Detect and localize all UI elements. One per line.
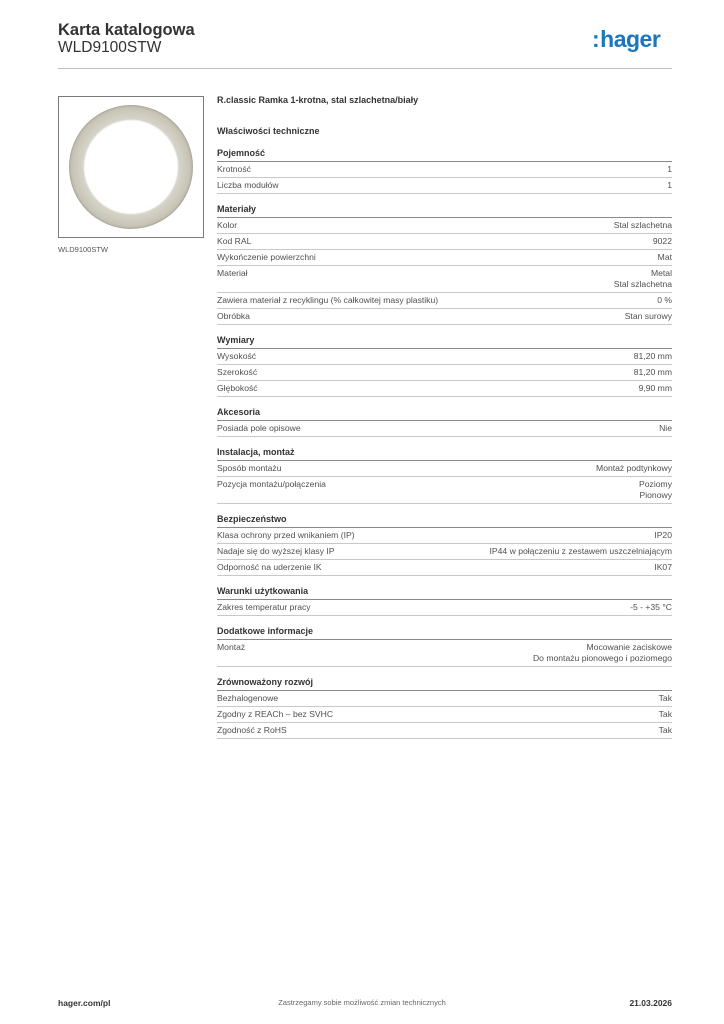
property-value: 9022 [652, 236, 672, 246]
property-label: Obróbka [217, 311, 250, 321]
product-name: R.classic Ramka 1-krotna, stal szlachetna/biały [217, 95, 419, 105]
property-row [217, 528, 672, 544]
property-row [217, 381, 672, 397]
property-label: Montaż [217, 642, 246, 652]
section-title: Dodatkowe informacje [217, 626, 672, 640]
properties-section [217, 407, 672, 437]
property-value: Tak [658, 709, 672, 719]
section-title: Akcesoria [217, 407, 672, 421]
property-values [490, 546, 672, 557]
property-row [217, 600, 672, 616]
property-value: Nie [659, 423, 672, 433]
section-title: Zrównoważony rozwój [217, 677, 672, 691]
property-label: Głębokość [217, 383, 258, 393]
product-image-caption: WLD9100STW [58, 245, 109, 254]
property-label: Bezhalogenowe [217, 693, 279, 703]
section-title: Warunki użytkowania [217, 586, 672, 600]
product-code: WLD9100STW [58, 39, 162, 56]
product-image [69, 105, 193, 229]
property-values [533, 642, 672, 664]
property-label: Klasa ochrony przed wnikaniem (IP) [217, 530, 355, 540]
section-title: Bezpieczeństwo [217, 514, 672, 528]
property-values [657, 295, 672, 306]
hager-logo[interactable] [592, 28, 660, 51]
property-value: Mat [657, 252, 672, 262]
product-image-frame [58, 96, 204, 238]
property-values [614, 268, 672, 290]
property-label: Szerokość [217, 367, 258, 377]
product-details [217, 95, 672, 749]
property-values [654, 562, 672, 573]
property-values [596, 463, 672, 474]
property-values [639, 479, 672, 501]
header-divider [58, 68, 672, 69]
property-row [217, 349, 672, 365]
property-values [634, 367, 672, 378]
footer-disclaimer: Zastrzegamy sobie możliwość zmian technicznych [278, 998, 446, 1007]
properties-section [217, 335, 672, 397]
property-value: Mocowanie zaciskowe [586, 642, 672, 652]
property-values [614, 220, 672, 231]
property-row [217, 477, 672, 504]
property-row [217, 544, 672, 560]
property-value: 1 [667, 164, 672, 174]
property-label: Nadaje się do wyższej klasy IP [217, 546, 335, 556]
property-row [217, 640, 672, 667]
section-title: Instalacja, montaż [217, 447, 672, 461]
properties-section [217, 204, 672, 325]
property-values [659, 423, 672, 434]
property-label: Kolor [217, 220, 238, 230]
property-row [217, 723, 672, 739]
property-values [653, 236, 672, 247]
properties-section [217, 677, 672, 739]
property-row [217, 293, 672, 309]
property-label: Wysokość [217, 351, 257, 361]
property-row [217, 266, 672, 293]
property-value: 0 % [657, 295, 672, 305]
property-label: Pozycja montażu/połączenia [217, 479, 326, 489]
property-values [667, 180, 672, 191]
property-values [659, 725, 672, 736]
property-row [217, 421, 672, 437]
property-value: Stal szlachetna [613, 220, 672, 230]
property-value: Do montażu pionowego i poziomego [532, 653, 672, 663]
property-values [654, 530, 672, 541]
property-row [217, 707, 672, 723]
property-value: Metal [650, 268, 672, 278]
property-value: 81,20 mm [633, 367, 672, 377]
document-title: Karta katalogowa [58, 21, 195, 39]
section-title: Pojemność [217, 148, 672, 162]
property-label: Sposób montażu [217, 463, 282, 473]
property-value: Stan surowy [624, 311, 672, 321]
logo-colon: : [592, 26, 600, 52]
property-values [659, 709, 672, 720]
property-values [658, 252, 672, 263]
property-value: Montaż podtynkowy [596, 463, 672, 473]
property-label: Liczba modułów [217, 180, 279, 190]
property-row [217, 218, 672, 234]
section-title: Wymiary [217, 335, 672, 349]
property-label: Kod RAL [217, 236, 252, 246]
footer-date: 21.03.2026 [629, 998, 672, 1008]
property-value: 9,90 mm [638, 383, 672, 393]
property-value: -5 - +35 °C [630, 602, 672, 612]
property-values [625, 311, 672, 322]
property-row [217, 365, 672, 381]
property-values [630, 602, 672, 613]
properties-section [217, 586, 672, 616]
property-value: Poziomy [639, 479, 672, 489]
property-row [217, 178, 672, 194]
property-value: Tak [658, 693, 672, 703]
property-value: Stal szlachetna [613, 279, 672, 289]
properties-section [217, 148, 672, 194]
property-label: Wykończenie powierzchni [217, 252, 316, 262]
property-value: IP20 [654, 530, 672, 540]
property-row [217, 162, 672, 178]
property-row [217, 691, 672, 707]
properties-title: Właściwości techniczne [217, 126, 320, 136]
properties-section [217, 514, 672, 576]
properties-sections [217, 148, 672, 739]
property-value: IP44 w połączeniu z zestawem uszczelniającym [489, 546, 672, 556]
section-title: Materiały [217, 204, 672, 218]
property-row [217, 309, 672, 325]
property-value: 81,20 mm [633, 351, 672, 361]
property-row [217, 234, 672, 250]
property-row [217, 250, 672, 266]
footer-website-link[interactable]: hager.com/pl [58, 998, 111, 1008]
property-row [217, 560, 672, 576]
property-values [634, 351, 672, 362]
properties-section [217, 626, 672, 667]
property-value: Pionowy [639, 490, 672, 500]
property-label: Zgodny z REACh – bez SVHC [217, 709, 334, 719]
property-label: Odporność na uderzenie IK [217, 562, 322, 572]
logo-text: hager [600, 26, 661, 52]
property-label: Zakres temperatur pracy [217, 602, 311, 612]
properties-section [217, 447, 672, 504]
property-label: Materiał [217, 268, 248, 278]
property-label: Krotność [217, 164, 251, 174]
property-value: 1 [667, 180, 672, 190]
property-label: Zawiera materiał z recyklingu (% całkowitej masy plastiku) [217, 295, 439, 305]
property-values [667, 164, 672, 175]
property-values [659, 693, 672, 704]
property-label: Zgodność z RoHS [217, 725, 287, 735]
property-label: Posiada pole opisowe [217, 423, 301, 433]
property-value: Tak [658, 725, 672, 735]
property-value: IK07 [654, 562, 672, 572]
property-values [639, 383, 672, 394]
property-row [217, 461, 672, 477]
